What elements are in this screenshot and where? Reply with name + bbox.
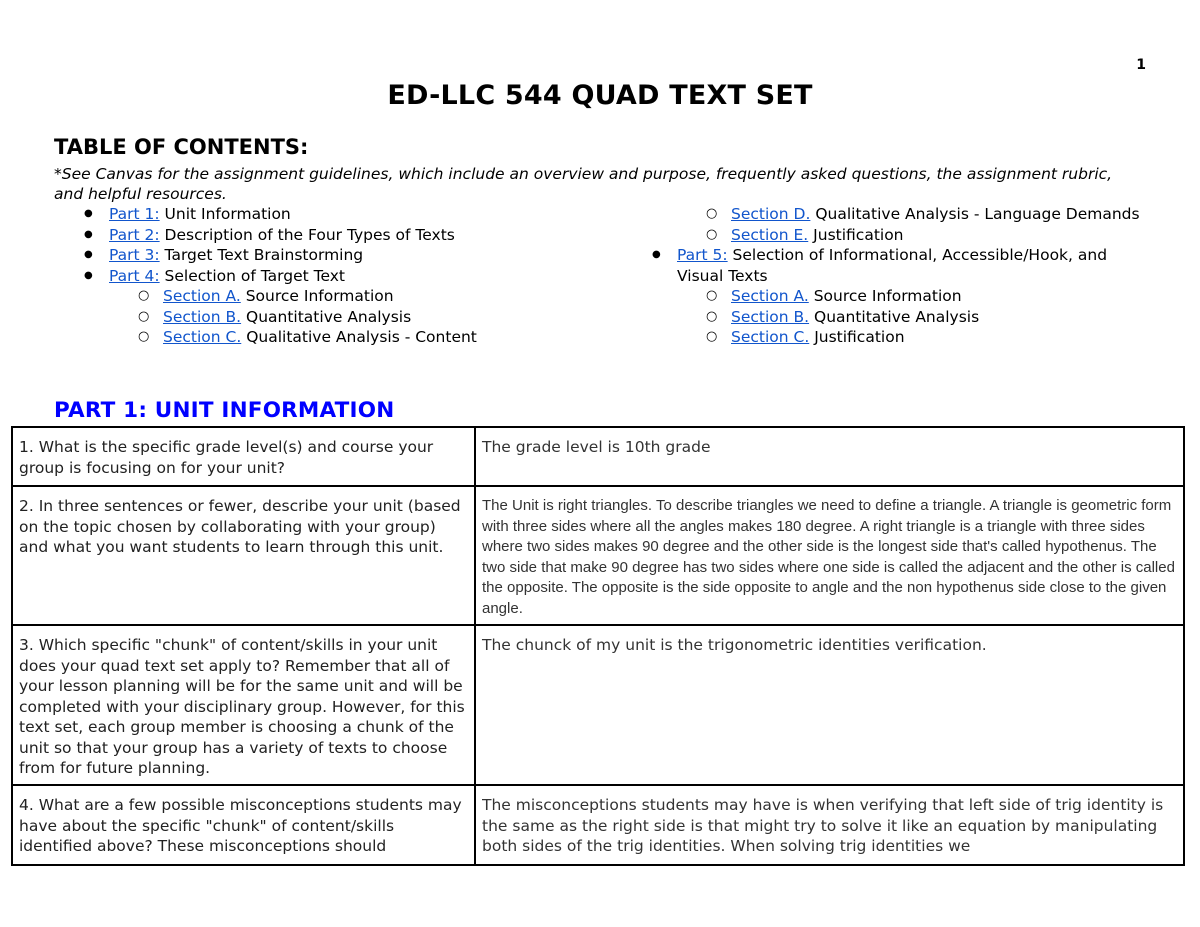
toc-link-part-2[interactable]: Part 2: xyxy=(109,225,160,244)
toc-link-part4-section-b[interactable]: Section B. xyxy=(163,307,242,326)
toc-item-label: Selection of Informational, Accessible/Hook, and Visual Texts xyxy=(677,246,1108,285)
table-row xyxy=(12,625,1184,785)
question-cell: 3. Which specific "chunk" of content/skills in your unit does your quad text set apply to? Remember that all of your lesson planning will be for the same unit and will be completed with your disciplinary group. However, for this text set, each group member is choosing a chunk of the unit so that your group has a variety of texts to choose from for future planning. xyxy=(12,625,475,785)
toc-link-part5-section-a[interactable]: Section A. xyxy=(731,287,809,305)
toc-item-part-5 xyxy=(652,245,1152,286)
question-text: 4. What are a few possible misconceptions students may have about the specific "chunk" of content/skills identified above? These misconceptions should xyxy=(19,796,462,855)
toc-item-label: Selection of Target Text xyxy=(159,266,346,285)
answer-cell: The chunck of my unit is the trigonometric identities verification. xyxy=(475,625,1184,785)
question-cell: 2. In three sentences or fewer, describe your unit (based on the topic chosen by collaborating with your group) and what you want students to learn through this unit. xyxy=(12,486,475,625)
toc-item-part5-section-b xyxy=(706,307,1152,328)
answer-text: The misconceptions students may have is when verifying that left side of trig identity is the same as the right side is that might try to solve it like an equation by manipulating both sides of the trig identities. When solving trig identities we xyxy=(482,796,1164,855)
toc-link-part-5[interactable]: Part 5: xyxy=(677,246,728,264)
toc-link-part4-section-c[interactable]: Section C. xyxy=(163,328,242,346)
toc-item-part-1 xyxy=(84,204,604,225)
toc-item-part5-section-c xyxy=(706,327,1152,348)
toc-item-part4-section-d xyxy=(706,204,1152,225)
table-row xyxy=(12,427,1184,486)
toc-link-part-4[interactable]: Part 4: xyxy=(109,266,160,285)
toc-item-part5-section-a xyxy=(706,286,1152,307)
toc-item-part-4 xyxy=(84,266,604,287)
toc-list-left xyxy=(84,204,604,348)
answer-cell: The grade level is 10th grade xyxy=(475,427,1184,486)
toc-item-part4-section-e xyxy=(706,225,1152,246)
toc-item-part-3 xyxy=(84,245,604,266)
toc-item-label: Justification xyxy=(809,328,905,346)
toc-item-label: Source Information xyxy=(808,287,962,305)
table-row xyxy=(12,486,1184,625)
toc-item-part4-section-a xyxy=(138,286,604,307)
part-1-heading: PART 1: UNIT INFORMATION xyxy=(54,398,395,423)
toc-item-label: Description of the Four Types of Texts xyxy=(159,225,455,244)
toc-list-right xyxy=(652,204,1152,348)
table-row xyxy=(12,785,1184,865)
question-cell xyxy=(12,785,475,865)
toc-item-label: Target Text Brainstorming xyxy=(159,246,364,264)
toc-link-part5-section-c[interactable]: Section C. xyxy=(731,328,810,346)
toc-item-label: Quantitative Analysis xyxy=(809,307,980,326)
toc-note: *See Canvas for the assignment guidelines, which include an overview and purpose, frequently asked questions, the assignment rubric, and helpful resources. xyxy=(54,165,1113,203)
answer-cell: The Unit is right triangles. To describe triangles we need to define a triangle. A triangle is geometric form with three sides where all the angles makes 180 degree. A right triangle is a triangle with three sides where two sides makes 90 degree and the other side is the longest side that's called hypothenus. The two side that make 90 degree has two sides where one side is called the adjacent and the other is called the opposite. The opposite is the side opposite to angle and the non hypothenus side close to the given angle. xyxy=(475,486,1184,625)
page-number: 1 xyxy=(1136,57,1146,73)
toc-item-label: Qualitative Analysis - Language Demands xyxy=(810,205,1140,223)
toc-item-label: Qualitative Analysis - Content xyxy=(241,328,477,346)
toc-right-column xyxy=(652,204,1152,348)
toc-item-label: Unit Information xyxy=(159,205,291,223)
toc-item-part4-section-c xyxy=(138,327,604,348)
answer-cell xyxy=(475,785,1184,865)
toc-link-part4-section-a[interactable]: Section A. xyxy=(163,287,241,305)
toc-item-label: Source Information xyxy=(240,287,394,305)
toc-link-part4-section-d[interactable]: Section D. xyxy=(731,205,811,223)
toc-left-column xyxy=(84,204,604,348)
document-title: ED-LLC 544 QUAD TEXT SET xyxy=(387,80,813,111)
toc-item-part-2 xyxy=(84,225,604,246)
toc-item-part4-section-b xyxy=(138,307,604,328)
toc-link-part-1[interactable]: Part 1: xyxy=(109,205,160,223)
unit-information-table xyxy=(11,426,1185,866)
toc-link-part4-section-e[interactable]: Section E. xyxy=(731,225,809,244)
toc-link-part5-section-b[interactable]: Section B. xyxy=(731,307,810,326)
toc-heading: TABLE OF CONTENTS: xyxy=(54,135,309,159)
question-cell: 1. What is the specific grade level(s) and course your group is focusing on for your unit? xyxy=(12,427,475,486)
toc-item-label: Quantitative Analysis xyxy=(241,307,412,326)
toc-item-label: Justification xyxy=(808,225,904,244)
toc-link-part-3[interactable]: Part 3: xyxy=(109,246,160,264)
